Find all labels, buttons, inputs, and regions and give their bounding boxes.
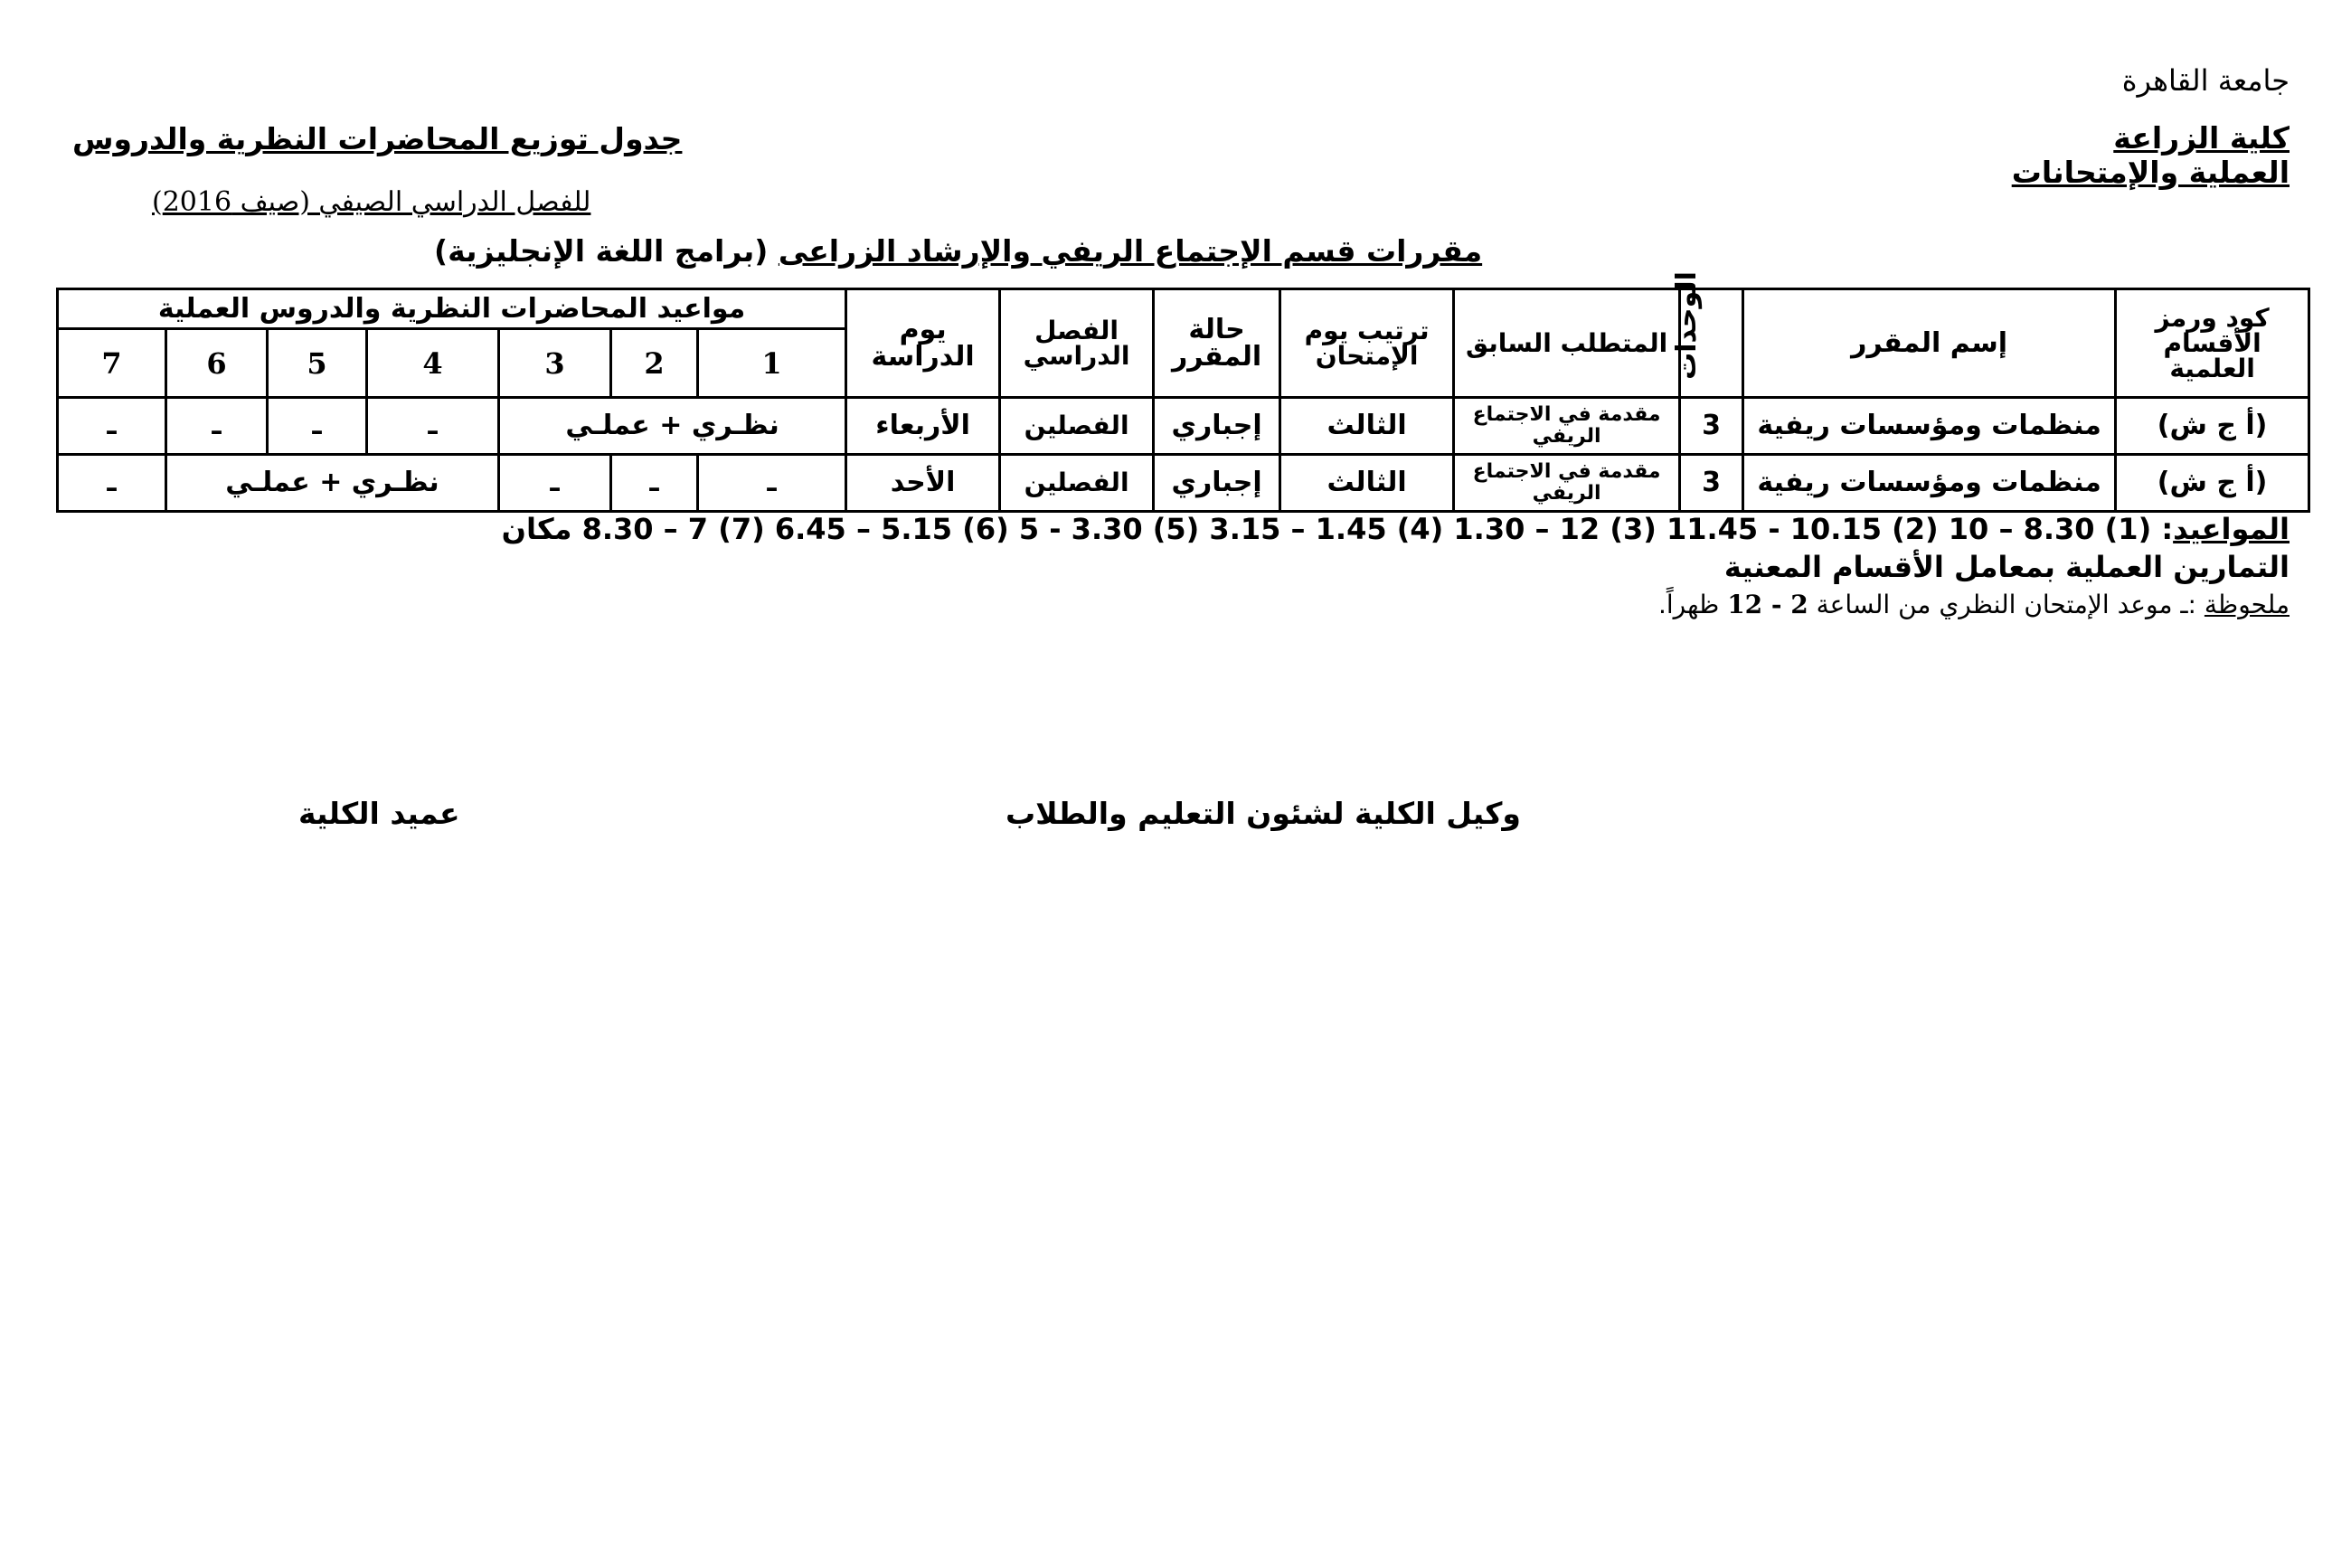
slot-number-6: 6 bbox=[166, 329, 268, 398]
row1-exam-order: الثالث bbox=[1280, 398, 1454, 455]
schedule-title: جدول توزيع المحاضرات النظرية والدروس bbox=[72, 121, 683, 156]
row2-exam-order: الثالث bbox=[1280, 455, 1454, 512]
row1-slot-7: ـ bbox=[58, 398, 166, 455]
header-code: كود ورمز الأقسام العلمية bbox=[2116, 289, 2309, 398]
slot-number-5: 5 bbox=[268, 329, 367, 398]
row2-slot-2: ـ bbox=[611, 455, 698, 512]
slot-number-3: 3 bbox=[499, 329, 611, 398]
row1-slot-4: ـ bbox=[367, 398, 499, 455]
row2-slot-1: ـ bbox=[698, 455, 846, 512]
faculty-name bbox=[2012, 121, 2290, 190]
times-label: المواعيد bbox=[2173, 512, 2290, 546]
row2-code: (أ ج ش) bbox=[2116, 455, 2309, 512]
row2-study-day: الأحد bbox=[846, 455, 1000, 512]
row2-course-status: إجباري bbox=[1154, 455, 1280, 512]
slot-number-1: 1 bbox=[698, 329, 846, 398]
row1-units: 3 bbox=[1680, 398, 1743, 455]
row2-slot-7: ـ bbox=[58, 455, 166, 512]
schedule-table bbox=[56, 271, 2310, 513]
table-row bbox=[58, 398, 2309, 455]
header-units bbox=[1671, 271, 1743, 398]
header-course-status: حالة المقرر bbox=[1154, 289, 1280, 398]
header-units-label: الوحدات bbox=[1671, 271, 1704, 380]
row1-prerequisite: مقدمة في الاجتماع الريفي bbox=[1454, 398, 1680, 455]
faculty-line-2: العملية والإمتحانات bbox=[2011, 155, 2290, 190]
row1-slot-merged: نظـري + عملـي bbox=[499, 398, 846, 455]
header-semester: الفصل الدراسي bbox=[1000, 289, 1154, 398]
dean-signature-label: عميد الكلية bbox=[298, 796, 460, 831]
times-text: : (1) 8.30 – 10 (2) 10.15 - 11.45 (3) 12 – 1.30 (4) 1.45 – 3.15 (5) 3.30 - 5 (6) 5.15 – 6.45 (7) 7 – 8.30 مكان bbox=[501, 512, 2174, 546]
faculty-line-1: كلية الزراعة bbox=[2113, 120, 2290, 156]
program-name: (برامج اللغة الإنجليزية) bbox=[434, 233, 769, 269]
slot-number-4: 4 bbox=[367, 329, 499, 398]
row2-semester: الفصلين bbox=[1000, 455, 1154, 512]
note-hours: 12 - 2 bbox=[1727, 590, 1808, 619]
exam-note bbox=[1658, 590, 2290, 619]
row2-slot-merged: نظـري + عملـي bbox=[166, 455, 499, 512]
note-suffix: ظهراً. bbox=[1657, 590, 1728, 619]
slot-number-2: 2 bbox=[611, 329, 698, 398]
row1-slot-6: ـ bbox=[166, 398, 268, 455]
row2-units: 3 bbox=[1680, 455, 1743, 512]
header-course-name: إسم المقرر bbox=[1743, 289, 2116, 398]
note-text: :ـ موعد الإمتحان النظري من الساعة bbox=[1808, 590, 2205, 619]
slots-group-header: مواعيد المحاضرات النظرية والدروس العملية bbox=[58, 289, 846, 329]
slot-number-7: 7 bbox=[58, 329, 166, 398]
row2-slot-3: ـ bbox=[499, 455, 611, 512]
header-exam-order: ترتيب يوم الإمتحان bbox=[1280, 289, 1454, 398]
row2-prerequisite: مقدمة في الاجتماع الريفي bbox=[1454, 455, 1680, 512]
semester-label: للفصل الدراسي الصيفي (صيف 2016) bbox=[152, 186, 591, 218]
row1-code: (أ ج ش) bbox=[2116, 398, 2309, 455]
header-study-day: يوم الدراسة bbox=[846, 289, 1000, 398]
department-name: مقررات قسم الإجتماع الريفي والإرشاد الزراعى bbox=[778, 233, 1483, 269]
table-row bbox=[58, 455, 2309, 512]
header-prerequisite: المتطلب السابق bbox=[1454, 289, 1680, 398]
university-name: جامعة القاهرة bbox=[2121, 63, 2290, 98]
row2-course-name: منظمات ومؤسسات ريفية bbox=[1743, 455, 2116, 512]
row1-course-name: منظمات ومؤسسات ريفية bbox=[1743, 398, 2116, 455]
vice-dean-signature-label: وكيل الكلية لشئون التعليم والطلاب bbox=[1006, 796, 1521, 831]
department-heading bbox=[434, 233, 1482, 269]
row1-semester: الفصلين bbox=[1000, 398, 1154, 455]
row1-study-day: الأربعاء bbox=[846, 398, 1000, 455]
row1-course-status: إجباري bbox=[1154, 398, 1280, 455]
note-label: ملحوظة bbox=[2204, 590, 2290, 619]
labs-note: التمارين العملية بمعامل الأقسام المعنية bbox=[1723, 550, 2290, 584]
times-legend bbox=[502, 512, 2290, 546]
row1-slot-5: ـ bbox=[268, 398, 367, 455]
